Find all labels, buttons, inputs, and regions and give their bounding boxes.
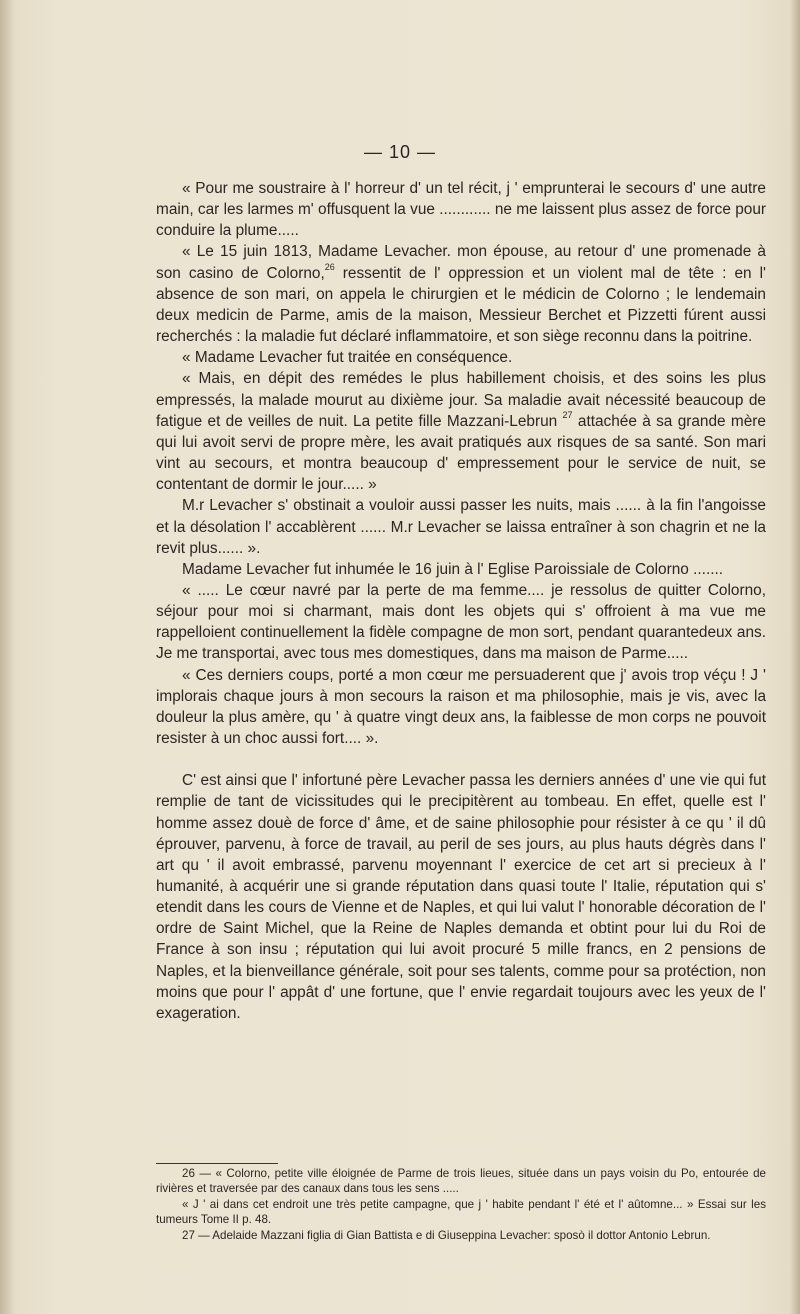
paragraph-7: « ..... Le cœur navré par la perte de ma femme.... je ressolus de quitter Colorno, séjour pour moi si charmant, mais dont les objets qui s' offroient à ma vue me rappelloient continuellement la fidèle compagne de mon sort, pendant quarantedeux ans. Je me transportai, avec tous mes domestiques, dans ma maison de Parme..... [156, 581, 766, 663]
footnote-divider [156, 1163, 278, 1164]
paragraph-2-part-a: « Le 15 juin 1813, Madame Levacher. mon épouse, au retour d' une promenade à son casino de Colorno, [156, 243, 766, 282]
body-text [156, 178, 766, 1024]
footnote-ref-26[interactable]: 26 [324, 261, 335, 272]
paragraph-8: « Ces derniers coups, porté a mon cœur me persuaderent que j' avois trop véçu ! J ' implorais chaque jours à mon secours la raison et ma philosophie, mais je vis, avec la douleur la plus amère, qu ' à quatre vingt deux ans, la faiblesse de mon corps ne pouvoit resister à un choc aussi fort.... ». [156, 666, 766, 748]
paragraph-2-part-b: ressentit de l' oppression et un violent mal de tête : en l' absence de son mari, on appela le chirurgien et le médicin de Colorno ; le lendemain deux medicin de Parme, amis de la maison, Messieur Berchet et Pizzetti fúrent aussi recherchés : la maladie fut déclaré inflammatoire, et son siège reconnu dans la poitrine. [156, 264, 766, 346]
paragraph-5: M.r Levacher s' obstinait a vouloir aussi passer les nuits, mais ...... à la fin l'angoisse et la désolation l' accablèrent ...... M.r Levacher se laissa entraîner à son chagrin et ne la revit plus...... ». [156, 497, 766, 557]
paragraph-3: « Madame Levacher fut traitée en conséquence. [182, 349, 513, 367]
page-number: — 10 — [363, 142, 437, 162]
paragraph-9: C' est ainsi que l' infortuné père Levacher passa les derniers années d' une vie qui fut remplie de tant de vicissitudes qui le precipitèrent au tombeau. En effet, quelle est l' homme assez douè de force d' âme, et de saine philosophie pour résister à ce qu ' il dû éprouver, parvenu, à force de travail, au peril de ses jours, au plus hauts dégrès dans l' art qu ' il avoit embrassé, parvenu moyennant l' exercice de cet art si precieux à l' humanité, à acquérir une si grande réputation dans quasi toute l' Italie, réputation qui s' etendit dans les cours de Vienne et de Naples, et qui lui valut l' honorable décoration de l' ordre de Saint Michel, que la Reine de Naples demanda et obtint pour lui du Roi de France à son insu ; réputation qui lui avoit procuré 5 mille francs, en 2 pensions de Naples, et la bienveillance générale, soit pour ses talents, comme pour sa protéction, non moins que pour l' appât d' une fortune, que l' envie regardait toujours avec les yeux de l' exageration. [156, 772, 766, 1022]
footnotes [156, 1166, 766, 1243]
paragraph-6: Madame Levacher fut inhumée le 16 juin à l' Eglise Paroissiale de Colorno ....... [182, 560, 724, 578]
footnote-ref-27[interactable]: 27 [562, 409, 573, 420]
paragraph-4-part-b: attachée à sa grande mère qui lui avoit servi de propre mère, les avait pratiqués aux risques de sa santé. Son mari vint au secours, et montra beaucoup d' empressement pour le service de nuit, se contentant de dormir le jour..... » [156, 412, 766, 494]
footnote-27: 27 — Adelaide Mazzani figlia di Gian Battista e di Giuseppina Levacher: sposò il dottor Antonio Lebrun. [182, 1228, 711, 1242]
paragraph-1: « Pour me soustraire à l' horreur d' un tel récit, j ' emprunterai le secours d' une autre main, car les larmes m' offusquent la vue ............ ne me laissent plus assez de force pour conduire la plume..... [156, 180, 767, 240]
footnote-26-continued: « J ' ai dans cet endroit une très petite campagne, que j ' habite pendant l' été et l' aûtomne... » Essai sur les tumeurs Tome II p. 48. [156, 1197, 766, 1227]
footnote-26: 26 — « Colorno, petite ville éloignée de Parme de trois lieues, située dans un pays voisin du Po, entourée de rivières et traversée par des canaux dans tous les sens ..... [156, 1167, 766, 1196]
paragraph-2 [156, 241, 766, 347]
paragraph-4 [156, 368, 766, 495]
paragraph-4-part-a: « Mais, en dépit des remédes le plus habillement choisis, et des soins les plus empressés, la malade mourut au dixième jour. Sa maladie avait nécessité beaucoup de fatigue et de veilles de nuit. La petite fille Mazzani-Lebrun [156, 370, 766, 430]
